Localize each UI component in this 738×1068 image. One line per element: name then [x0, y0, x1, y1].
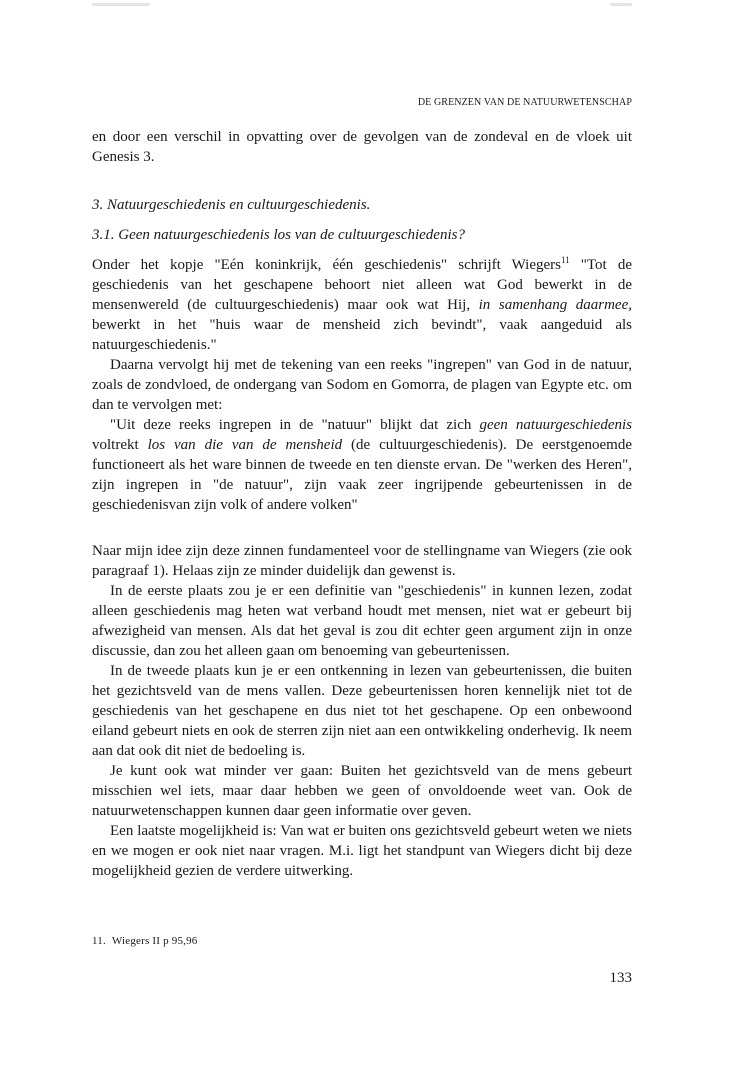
quote-part-1: "Uit deze reeks ingrepen in de "natuur" blijkt dat zich [110, 417, 480, 433]
footnote-number: 11. [92, 935, 106, 947]
block-quote [92, 415, 632, 515]
quote-part-2: voltrekt [92, 437, 148, 453]
scan-speck [92, 3, 150, 6]
paragraph-1-start: Onder het kopje "Eén koninkrijk, één geschiedenis" schrijft Wiegers [92, 257, 561, 273]
paragraph-1-end: bewerkt in het "huis waar de mensheid zich bevindt", vaak aangeduid als natuurgeschiedenis." [92, 317, 632, 353]
quote-part-3: (de cultuurgeschiedenis). De eerstgenoemde functioneert als het ware binnen de tweede en ten dienste ervan. De "werken des Heren", zijn ingrepen in "de natuur", zijn vaak zeer ingrijpende gebeurtenissen in de geschiedenisvan zijn volk of andere volken" [92, 437, 632, 513]
footnote-reference: 11 [561, 255, 570, 265]
section-heading: 3. Natuurgeschiedenis en cultuurgeschiedenis. [92, 197, 371, 213]
footnote-text: Wiegers II p 95,96 [111, 935, 198, 947]
paragraph-6: Je kunt ook wat minder ver gaan: Buiten het gezichtsveld van de mens gebeurt misschien wel iets, maar daar hebben we geen of onvoldoende weet van. Ook de natuurwetenschappen kunnen daar geen informatie over geven. [92, 763, 632, 819]
scan-speck [610, 3, 632, 6]
page-body [92, 127, 632, 881]
page-number: 133 [609, 970, 632, 986]
paragraph-2: Daarna vervolgt hij met de tekening van een reeks "ingrepen" van God in de natuur, zoals de zondvloed, de ondergang van Sodom en Gomorra, de plagen van Egypte etc. om dan te vervolgen met: [92, 357, 632, 413]
paragraph-1 [92, 255, 632, 355]
quote-emphasis-1: geen natuurgeschiedenis [479, 417, 632, 433]
paragraph-5: In de tweede plaats kun je er een ontkenning in lezen van gebeurtenissen, die buiten het gezichtsveld van de mens vallen. Deze gebeurtenissen horen kennelijk niet tot de geschiedenis van het geschapene en dus niet tot het geschapene. Op een onbewoond eiland gebeurt niets en ook de sterren zijn niet aan een ontwikkeling onderhevig. Ik neem aan dat ook dit niet de bedoeling is. [92, 663, 632, 759]
paragraph-1-middle: "Tot de geschiedenis van het geschapene behoort niet alleen wat God bewerkt in de mensenwereld (de cultuurgeschiedenis) maar ook wat Hij, [92, 257, 632, 313]
paragraph-7: Een laatste mogelijkheid is: Van wat er buiten ons gezichtsveld gebeurt weten we niets en we mogen er ook niet naar vragen. M.i. ligt het standpunt van Wiegers dicht bij deze mogelijkheid gezien de verdere uitwerking. [92, 823, 632, 879]
intro-paragraph: en door een verschil in opvatting over de gevolgen van de zondeval en de vloek uit Genesis 3. [92, 129, 632, 165]
paragraph-4: In de eerste plaats zou je er een definitie van "geschiedenis" in kunnen lezen, zodat alleen geschiedenis mag heten wat verband houdt met mensen, niet wat er gebeurt bij afwezigheid van mensen. Als dat het geval is zou dit echter geen argument zijn in onze discussie, dan zou het alleen gaan om benoeming van gebeurtenissen. [92, 583, 632, 659]
paragraph-1-emphasis: in samenhang daarmee, [478, 297, 632, 313]
quote-emphasis-2: los van die van de mensheid [147, 437, 343, 453]
footnote [92, 935, 198, 947]
paragraph-3: Naar mijn idee zijn deze zinnen fundamenteel voor de stellingname van Wiegers (zie ook paragraaf 1). Helaas zijn ze minder duidelijk dan gewenst is. [92, 543, 632, 579]
running-head: DE GRENZEN VAN DE NATUURWETENSCHAP [417, 97, 632, 108]
subsection-heading: 3.1. Geen natuurgeschiedenis los van de cultuurgeschiedenis? [92, 227, 465, 243]
